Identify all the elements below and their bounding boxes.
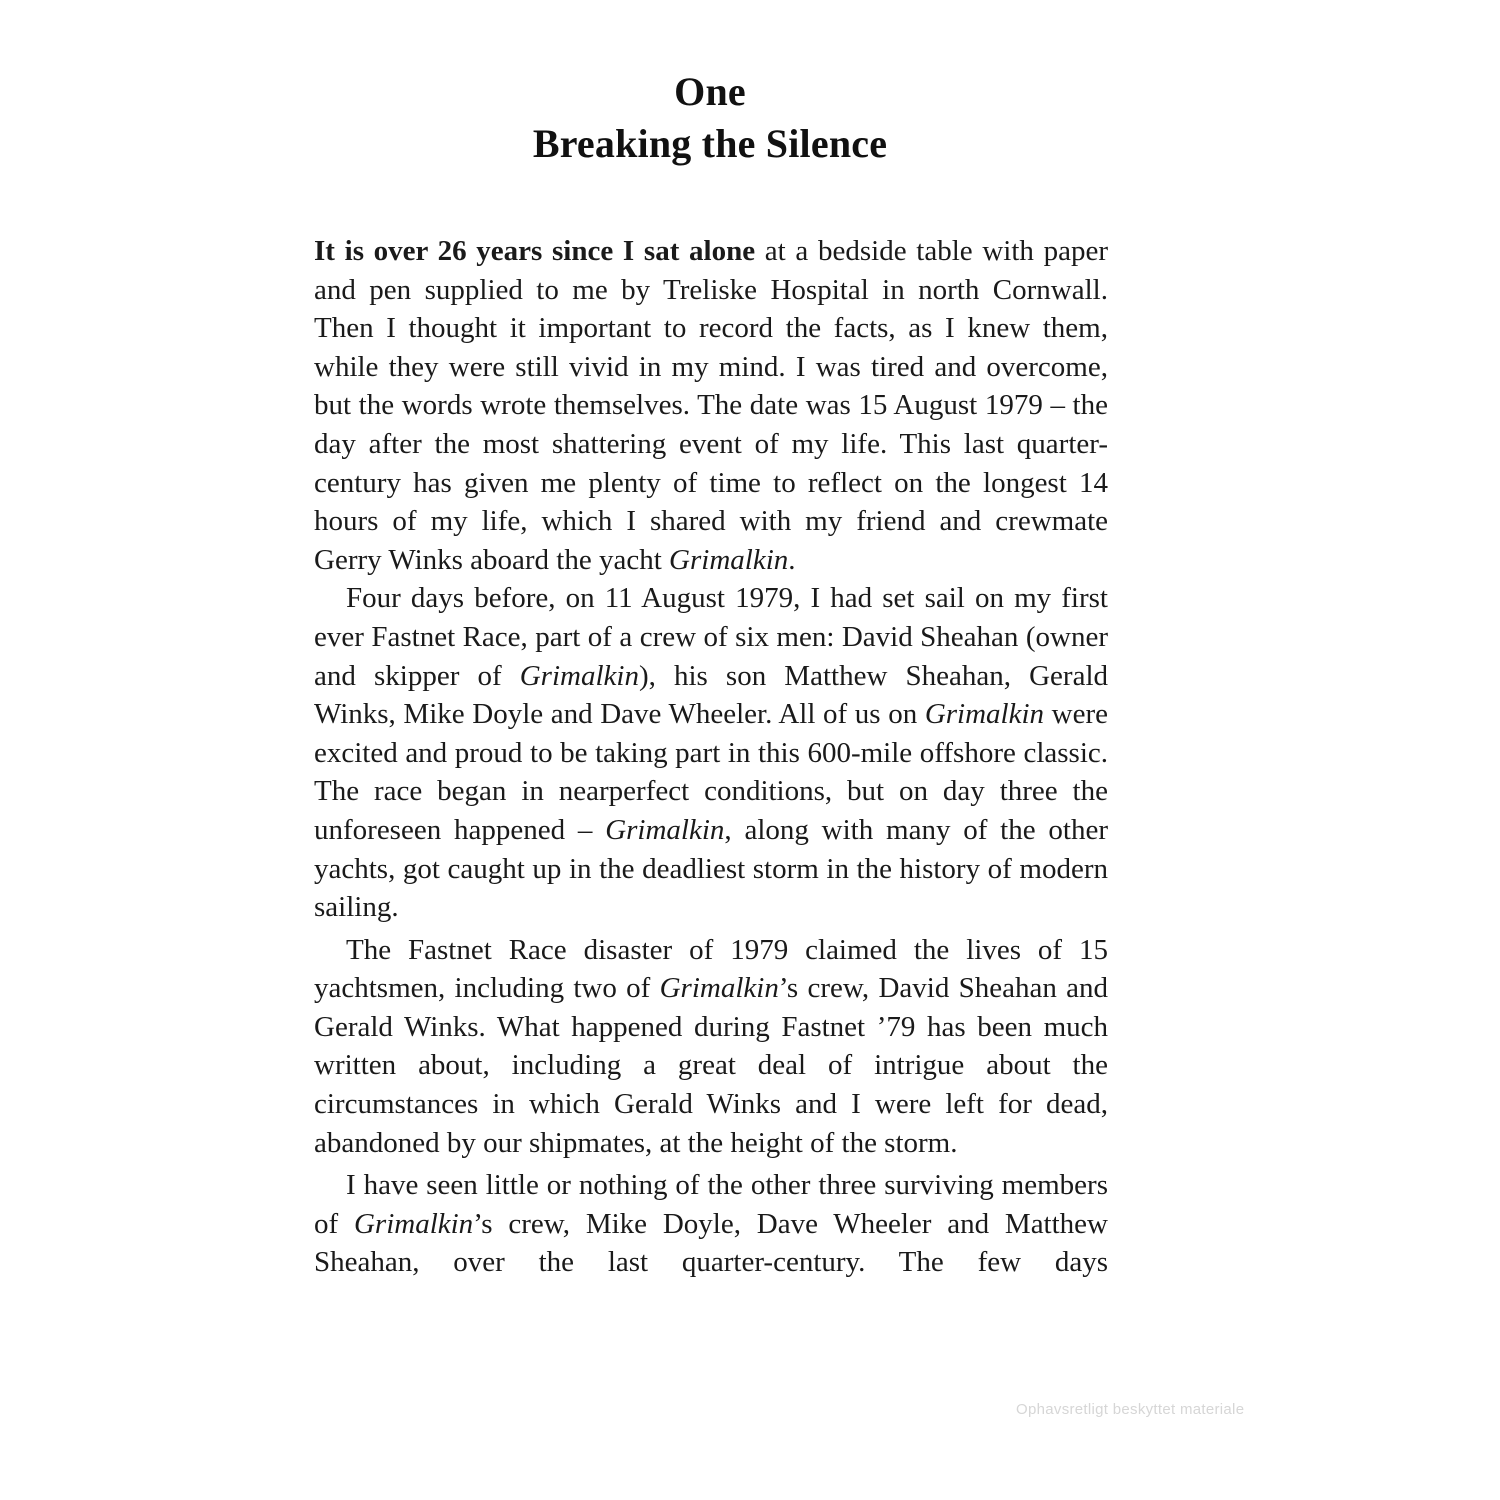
text-run: I have seen little or nothing of the other three surviving members of — [314, 1169, 1108, 1240]
paragraph-2 — [314, 579, 1108, 926]
copyright-stamp: Ophavsretligt beskyttet materiale — [1016, 1401, 1245, 1418]
paragraph-4 — [314, 1166, 1108, 1282]
text-run: ’s crew, David Sheahan and Gerald Winks. What happened during Fastnet ’79 has been much written about, including a great deal of intrigue about the circumstances in which Gerald Winks and I were left for dead, abandoned by our shipmates, at the height of the storm. — [314, 972, 1108, 1159]
text-run: . — [788, 543, 796, 576]
text-run: ), his son Matthew Sheahan, Gerald Winks, Mike Doyle and Dave Wheeler. All of us on — [314, 659, 1109, 731]
italic-title: Grimalkin — [353, 1207, 474, 1240]
italic-title: Grimalkin — [669, 543, 789, 576]
chapter-number: One — [674, 69, 746, 114]
chapter-heading — [0, 66, 1420, 170]
paragraph-1 — [314, 232, 1108, 579]
paragraph-3 — [314, 931, 1108, 1163]
text-run: were excited and proud to be taking part in this 600-mile offshore classic. The race began in nearperfect conditions, but on day three the unforeseen happened – — [314, 698, 1108, 846]
chapter-title: Breaking the Silence — [532, 121, 888, 166]
italic-title: Grimalkin — [605, 813, 725, 846]
text-run: at a bedside table with paper and pen supplied to me by Treliske Hospital in north Cornwall. Then I thought it important to record the facts, as I knew them, while they were still vivid in my mind. I was tired and overcome, but the words wrote themselves. The date was 15 August 1979 – the day after the most shattering event of my life. This last quarter-century has given me plenty of time to reflect on the longest 14 hours of my life, which I shared with my friend and crewmate Gerry Winks aboard the yacht — [314, 235, 1108, 576]
text-run: Four days before, on 11 August 1979, I had set sail on my first ever Fastnet Race, part of a crew of six men: David Sheahan (owner and skipper of — [314, 582, 1108, 692]
text-run: The Fastnet Race disaster of 1979 claimed the lives of 15 yachtsmen, including two of — [314, 933, 1108, 1005]
body-text-column — [314, 232, 1108, 1282]
italic-title: Grimalkin — [519, 659, 639, 692]
text-run: , along with many of the other yachts, got caught up in the deadliest storm in the history of modern sailing. — [314, 813, 1108, 924]
paragraph-lead-in: It is over 26 years since I sat alone — [314, 235, 756, 267]
text-run: ’s crew, Mike Doyle, Dave Wheeler and Matthew Sheahan, over the last quarter-century. The few days — [314, 1207, 1108, 1279]
italic-title: Grimalkin — [659, 972, 779, 1005]
italic-title: Grimalkin — [924, 698, 1045, 731]
